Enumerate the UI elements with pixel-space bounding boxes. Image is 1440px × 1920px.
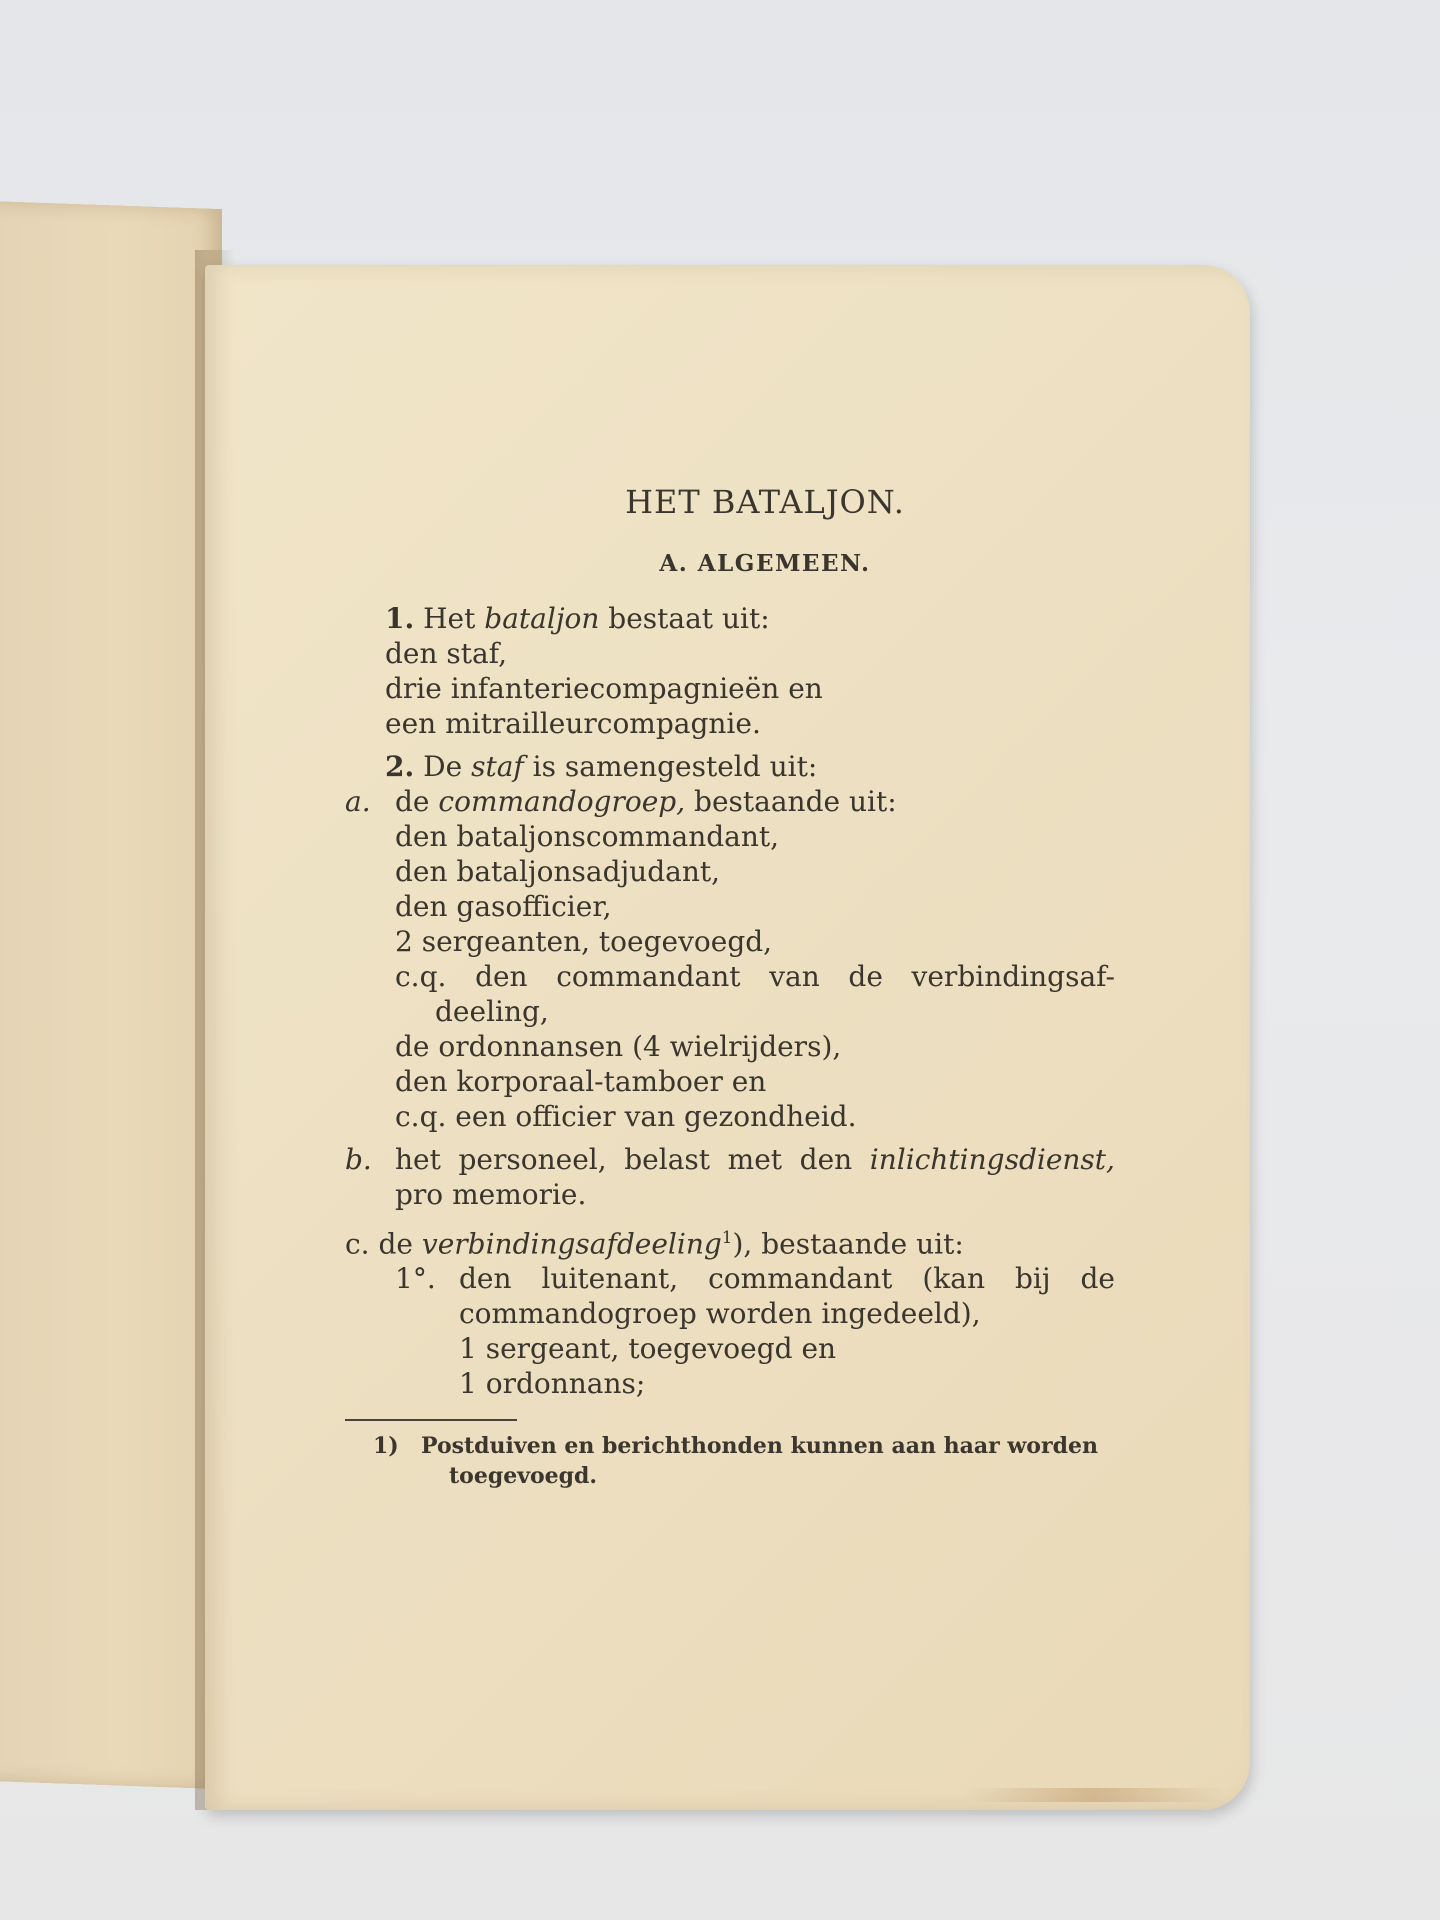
sub-a-line: den bataljonsadjudant,	[395, 855, 721, 888]
page-title: HET BATALJON.	[625, 483, 905, 521]
item-1-line: drie infanteriecompagnieën en	[385, 672, 823, 705]
sub-c-item-line: 1 ordonnans;	[459, 1367, 646, 1401]
sub-a-line: 2 sergeanten, toegevoegd,	[395, 925, 773, 958]
sub-c-item-cont: commandogroep worden ingedeeld),	[459, 1297, 981, 1331]
sub-c-item: 1°. den luitenant, commandant (kan bij de	[395, 1262, 1115, 1296]
item-1-lead: 1. Het bataljon bestaat uit:	[385, 602, 770, 635]
footnote-cont: toegevoegd.	[449, 1463, 598, 1490]
sub-a-cq-line: c.q. den commandant van de verbindingsaf-	[395, 960, 1115, 993]
sub-a-line: c.q. een officier van gezondheid.	[395, 1100, 857, 1133]
right-page	[205, 265, 1250, 1810]
page-text	[345, 485, 1115, 1491]
sub-a-line: den bataljonscommandant,	[395, 820, 780, 853]
sub-a-line: de ordonnansen (4 wielrijders),	[395, 1030, 842, 1063]
sub-a-line: den gasofficier,	[395, 890, 612, 923]
footnote-rule	[345, 1419, 517, 1421]
item-1-line: den staf,	[385, 637, 508, 670]
item-2-lead: 2. De staf is samengesteld uit:	[385, 750, 818, 783]
sub-a-cq-cont: deeling,	[435, 995, 549, 1028]
sub-b-lead: b. het personeel, belast met den inlichtingsdienst,	[345, 1143, 1115, 1176]
sub-c-lead: c. de verbindingsafdeeling$^1$), bestaande uit:	[345, 1227, 964, 1261]
sub-a-lead: a. de commandogroep, bestaande uit:	[345, 785, 897, 818]
section-heading: A. ALGEMEEN.	[659, 550, 871, 577]
item-1-line: een mitrailleurcompagnie.	[385, 707, 761, 740]
sub-c-item-line: 1 sergeant, toegevoegd en	[459, 1332, 837, 1366]
footnote: 1) Postduiven en berichthonden kunnen aan haar worden	[373, 1433, 1098, 1460]
sub-b-cont: pro memorie.	[395, 1178, 587, 1211]
left-page	[0, 200, 222, 1789]
sub-a-line: den korporaal-tamboer en	[395, 1065, 767, 1098]
